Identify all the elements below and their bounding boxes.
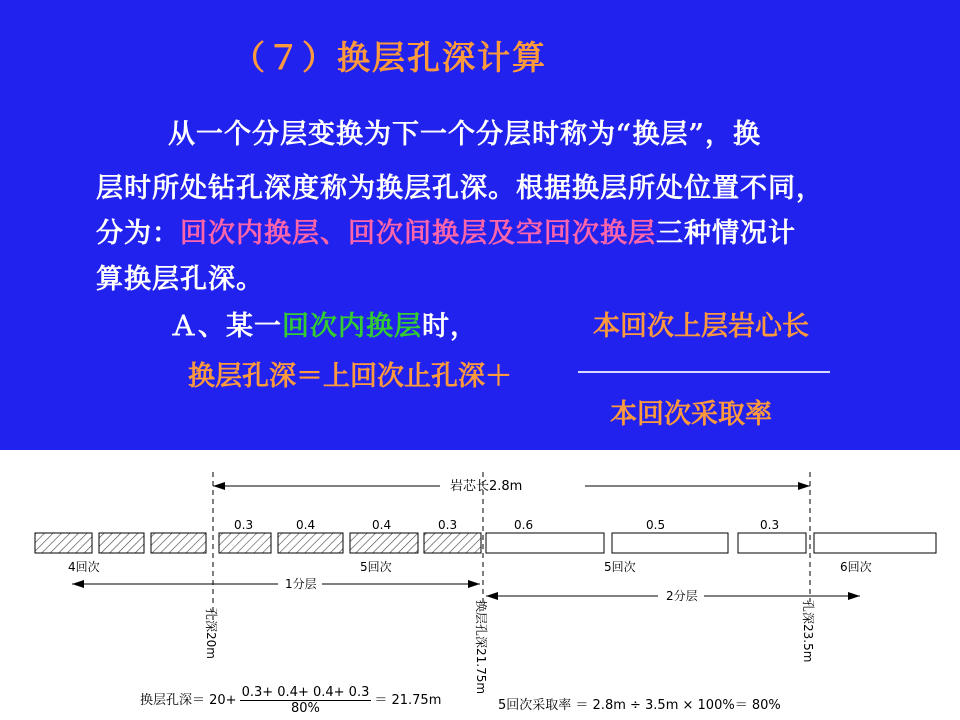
segment-label: 0.3 — [234, 518, 254, 532]
calc-left-numerator: 0.3+ 0.4+ 0.4+ 0.3 — [241, 685, 370, 700]
core-length-label: 岩芯长2.8m — [450, 479, 523, 494]
case-a-highlight: 回次内换层 — [282, 311, 422, 342]
paragraph-line-2: 层时所处钻孔深度称为换层孔深。根据换层所处位置不同， — [96, 173, 824, 204]
depth-label-20m: 孔深20m — [204, 608, 218, 659]
segment-label: 0.6 — [514, 518, 534, 532]
case-a-prefix: Ａ、某一 — [170, 311, 282, 342]
case-a-suffix: 时， — [422, 311, 478, 342]
calculation-left — [140, 685, 441, 716]
run-label: 5回次 — [360, 560, 392, 574]
core-piece — [278, 533, 343, 553]
upper-layer-cores — [35, 533, 481, 553]
core-piece — [151, 533, 206, 553]
paragraph-highlight-types: 回次内换层、回次间换层及空回次换层 — [180, 218, 656, 249]
lower-layer-cores — [486, 533, 936, 553]
paragraph-line-1: 从一个分层变换为下一个分层时称为“换层”，换 — [168, 119, 762, 150]
segment-label: 0.5 — [646, 518, 666, 532]
depth-label-23-5m: 孔深23.5m — [801, 600, 815, 663]
calc-left-result: ＝ 21.75m — [374, 693, 442, 708]
calculation-right: 5回次采取率 ＝ 2.8m ÷ 3.5m × 100%＝ 80% — [498, 698, 781, 713]
formula-fraction-line — [578, 371, 830, 373]
layer-label: 1分层 — [285, 577, 317, 591]
run-label: 5回次 — [604, 560, 636, 574]
core-piece — [814, 533, 936, 553]
layer-1-arrow — [72, 576, 480, 591]
formula-lhs: 换层孔深＝上回次止孔深＋ — [188, 361, 512, 392]
depth-label-21-75m: 换层孔深21.75m — [474, 600, 488, 695]
core-piece — [486, 533, 604, 553]
core-piece — [350, 533, 418, 553]
run-label: 4回次 — [68, 560, 100, 574]
segment-label: 0.3 — [438, 518, 458, 532]
core-piece — [99, 533, 144, 553]
paragraph-line-3 — [96, 211, 796, 250]
segment-label: 0.4 — [296, 518, 316, 532]
segment-label: 0.3 — [760, 518, 780, 532]
formula-denominator: 本回次采取率 — [610, 399, 772, 430]
paragraph-line-3-prefix: 分为： — [96, 218, 180, 249]
calc-left-prefix: 换层孔深＝ 20+ — [140, 693, 237, 708]
core-piece — [738, 533, 806, 553]
paragraph-line-3-suffix: 三种情况计 — [656, 218, 796, 249]
paragraph-line-4: 算换层孔深。 — [96, 264, 264, 295]
core-piece — [424, 533, 481, 553]
segment-label: 0.4 — [372, 518, 392, 532]
run-label: 6回次 — [840, 560, 872, 574]
segment-length-labels — [234, 518, 779, 532]
calc-left-denominator: 80% — [291, 701, 320, 716]
core-piece — [612, 533, 728, 553]
core-piece — [219, 533, 271, 553]
run-labels — [68, 559, 872, 574]
layer-label: 2分层 — [666, 589, 698, 603]
core-length-dimension — [213, 478, 810, 494]
core-piece — [35, 533, 92, 553]
core-diagram — [0, 450, 960, 720]
calc-left-fraction — [240, 685, 372, 716]
case-a-heading — [170, 304, 478, 343]
formula-numerator: 本回次上层岩心长 — [593, 311, 809, 342]
page-title: （７）换层孔深计算 — [232, 38, 547, 77]
